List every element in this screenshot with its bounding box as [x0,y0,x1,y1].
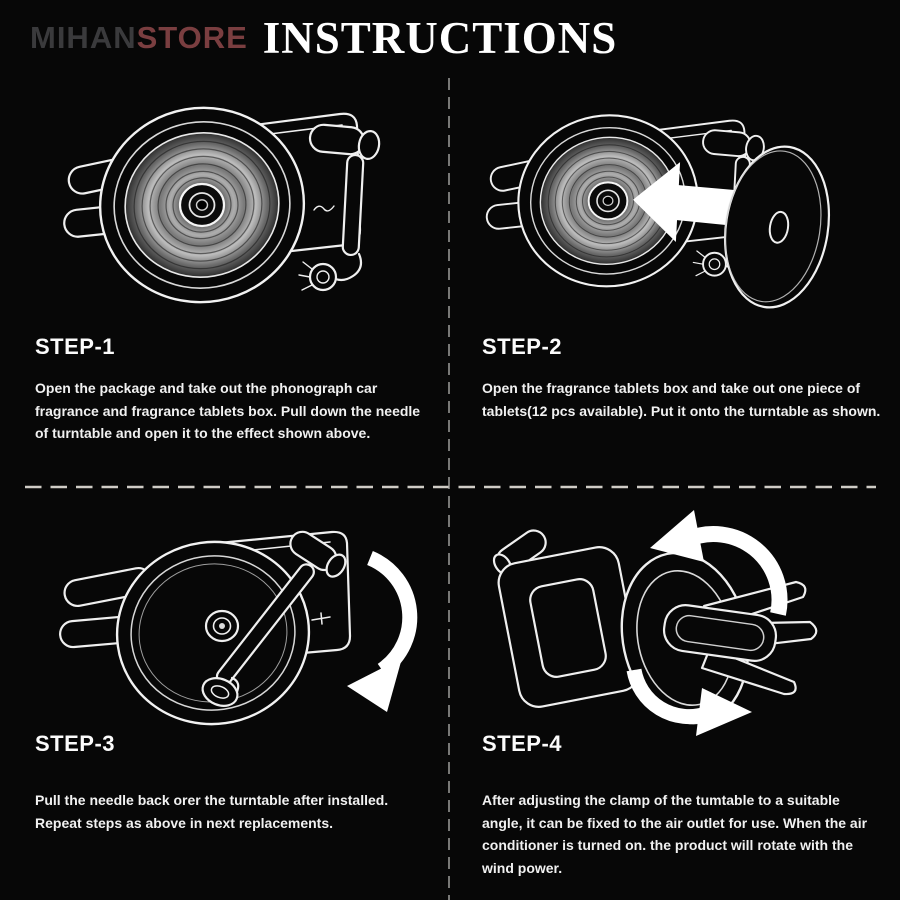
step-4-description: After adjusting the clamp of the tumtable to a suitable angle, it can be fixed to the air outlet for use. When the air conditioner is turned on. the product will rotate with the wind power. [482,792,868,876]
step-3-description: Pull the needle back orer the turntable after installed. Repeat steps as above in next replacements. [35,792,389,831]
step-2-title: STEP-2 [482,334,563,359]
page-title: INSTRUCTIONS [262,13,618,63]
step-4-title: STEP-4 [482,731,563,756]
step-1-illustration phonograph-vent-clip-icon [52,62,402,327]
step-1-description: Open the package and take out the phonograph car fragrance and fragrance tablets box. Pull down the needle of turntable and open it to the effect shown above. [35,380,421,441]
logo-part-mihan: MIHAN [30,20,137,55]
step-3-title: STEP-3 [35,731,116,756]
logo-part-store: STORE [136,20,248,55]
step-3-illustration phonograph-needle-down-icon [50,500,420,735]
step-2-illustration phonograph-with-tablet-icon [465,62,885,327]
step-4-illustration vent-clamp-rotation-icon [478,498,838,738]
rotate-down-arrow-icon [347,558,410,712]
step-1-title: STEP-1 [35,334,116,359]
step-2-description: Open the fragrance tablets box and take out one piece of tablets(12 pcs available). Put it onto the turntable as shown. [482,380,881,419]
